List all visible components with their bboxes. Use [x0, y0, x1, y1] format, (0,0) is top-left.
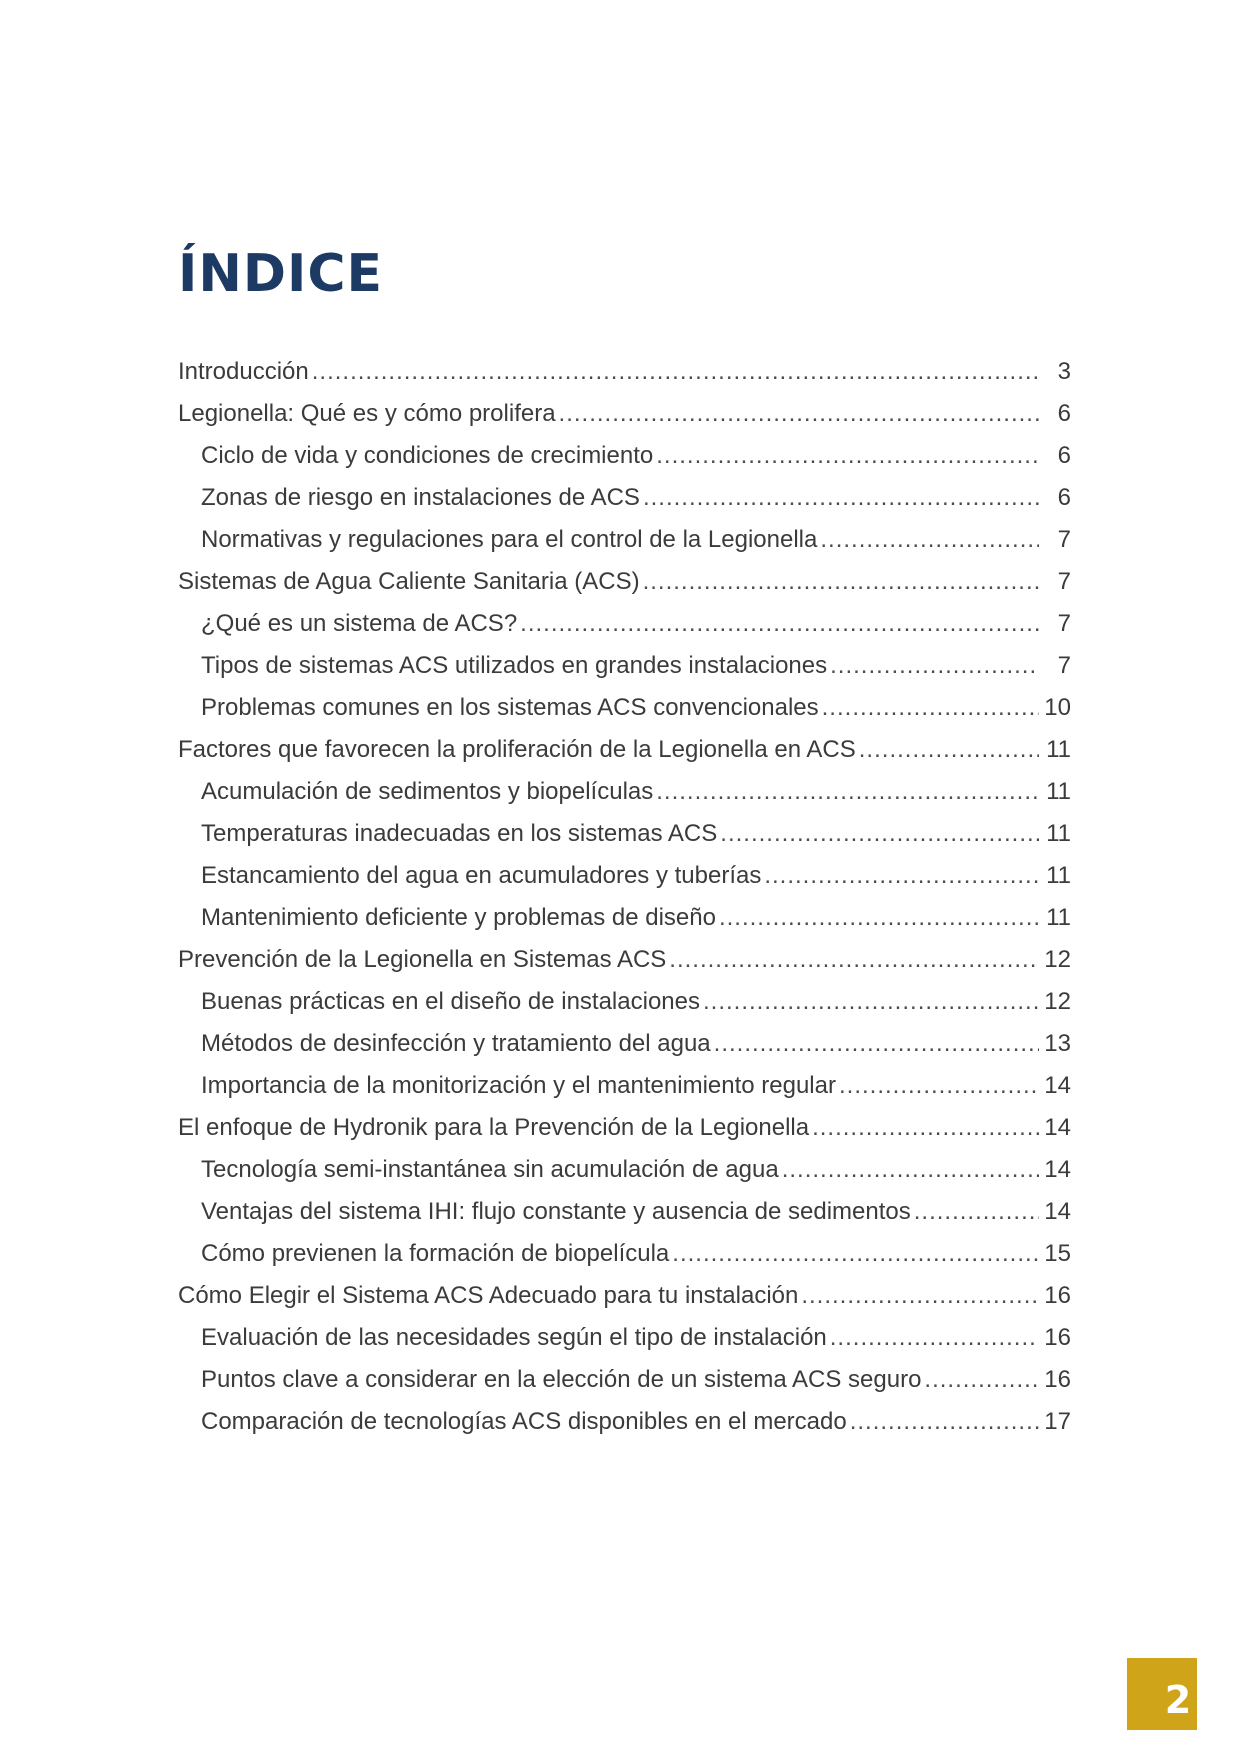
toc-dot-leader [830, 645, 1039, 687]
toc-dot-leader [859, 729, 1039, 771]
toc-subsection-entry[interactable] [178, 519, 1071, 561]
toc-dot-leader [714, 1023, 1039, 1065]
toc-entry-page: 7 [1057, 652, 1071, 679]
toc-entry-label: Problemas comunes en los sistemas ACS convencionales [201, 694, 819, 721]
toc-entry-page: 15 [1044, 1240, 1071, 1267]
toc-entry-page: 3 [1057, 358, 1071, 385]
toc-subsection-entry[interactable] [178, 603, 1071, 645]
toc-entry-page: 11 [1046, 820, 1071, 847]
toc-entry-page: 7 [1057, 568, 1071, 595]
toc-entry-page: 14 [1044, 1072, 1071, 1099]
toc-subsection-entry[interactable] [178, 981, 1071, 1023]
toc-dot-leader [924, 1359, 1039, 1401]
toc-entry-label: Evaluación de las necesidades según el tipo de instalación [201, 1324, 827, 1351]
toc-entry-label: Mantenimiento deficiente y problemas de diseño [201, 904, 716, 931]
toc-subsection-entry[interactable] [178, 645, 1071, 687]
toc-entry-page: 11 [1046, 904, 1071, 931]
toc-entry-label: Buenas prácticas en el diseño de instalaciones [201, 988, 700, 1015]
toc-dot-leader [719, 897, 1039, 939]
toc-entry-label: Zonas de riesgo en instalaciones de ACS [201, 484, 640, 511]
toc-entry-page: 17 [1044, 1408, 1071, 1435]
toc-dot-leader [643, 477, 1039, 519]
toc-subsection-entry[interactable] [178, 1317, 1071, 1359]
toc-section-entry[interactable] [178, 351, 1071, 393]
toc-entry-label: Cómo Elegir el Sistema ACS Adecuado para tu instalación [178, 1282, 799, 1309]
toc-dot-leader [822, 687, 1039, 729]
toc-entry-page: 14 [1044, 1114, 1071, 1141]
toc-subsection-entry[interactable] [178, 1023, 1071, 1065]
toc-entry-page: 6 [1057, 484, 1071, 511]
toc-entry-label: Ciclo de vida y condiciones de crecimiento [201, 442, 654, 469]
toc-dot-leader [801, 1275, 1039, 1317]
toc-entry-label: Acumulación de sedimentos y biopelículas [201, 778, 654, 805]
toc-section-entry[interactable] [178, 561, 1071, 603]
toc-dot-leader [782, 1149, 1039, 1191]
toc-dot-leader [914, 1191, 1039, 1233]
page-number-badge [1127, 1658, 1197, 1730]
toc-entry-label: Normativas y regulaciones para el control de la Legionella [201, 526, 818, 553]
toc-entry-page: 7 [1057, 526, 1071, 553]
toc-entry-label: Legionella: Qué es y cómo prolifera [178, 400, 556, 427]
toc-dot-leader [812, 1107, 1039, 1149]
toc-entry-label: Estancamiento del agua en acumuladores y tuberías [201, 862, 762, 889]
toc-dot-leader [656, 435, 1039, 477]
toc-subsection-entry[interactable] [178, 1359, 1071, 1401]
page-number: 2 [1164, 1678, 1192, 1722]
toc-entry-label: Temperaturas inadecuadas en los sistemas ACS [201, 820, 718, 847]
toc-entry-page: 12 [1044, 988, 1071, 1015]
toc-dot-leader [720, 813, 1039, 855]
toc-entry-label: Importancia de la monitorización y el mantenimiento regular [201, 1072, 836, 1099]
toc-entry-page: 16 [1044, 1324, 1071, 1351]
toc-dot-leader [312, 351, 1039, 393]
toc-entry-label: ¿Qué es un sistema de ACS? [201, 610, 518, 637]
toc-dot-leader [672, 1233, 1039, 1275]
toc-entry-label: Introducción [178, 358, 309, 385]
toc-entry-label: Métodos de desinfección y tratamiento del agua [201, 1030, 711, 1057]
toc-entry-page: 7 [1057, 610, 1071, 637]
toc-dot-leader [520, 603, 1039, 645]
toc-entry-page: 13 [1044, 1030, 1071, 1057]
toc-entry-label: Tecnología semi-instantánea sin acumulación de agua [201, 1156, 779, 1183]
toc-dot-leader [643, 561, 1039, 603]
toc-entry-label: Comparación de tecnologías ACS disponibles en el mercado [201, 1408, 847, 1435]
toc-entry-page: 10 [1044, 694, 1071, 721]
toc-entry-page: 6 [1057, 442, 1071, 469]
toc-dot-leader [764, 855, 1039, 897]
toc-entry-page: 12 [1044, 946, 1071, 973]
toc-entry-label: Cómo previenen la formación de biopelícula [201, 1240, 670, 1267]
toc-entry-label: Ventajas del sistema IHI: flujo constante y ausencia de sedimentos [201, 1198, 911, 1225]
toc-dot-leader [820, 519, 1039, 561]
toc-entry-page: 11 [1046, 736, 1071, 763]
toc-entry-label: Factores que favorecen la proliferación de la Legionella en ACS [178, 736, 856, 763]
toc-subsection-entry[interactable] [178, 687, 1071, 729]
toc-subsection-entry[interactable] [178, 1233, 1071, 1275]
toc-section-entry[interactable] [178, 393, 1071, 435]
toc-entry-page: 6 [1057, 400, 1071, 427]
toc-section-entry[interactable] [178, 1107, 1071, 1149]
toc-subsection-entry[interactable] [178, 1149, 1071, 1191]
toc-entry-label: Puntos clave a considerar en la elección de un sistema ACS seguro [201, 1366, 922, 1393]
toc-dot-leader [850, 1401, 1039, 1443]
toc-subsection-entry[interactable] [178, 897, 1071, 939]
toc-section-entry[interactable] [178, 1275, 1071, 1317]
toc-entry-page: 14 [1044, 1198, 1071, 1225]
toc-section-entry[interactable] [178, 939, 1071, 981]
toc-dot-leader [830, 1317, 1039, 1359]
toc-subsection-entry[interactable] [178, 435, 1071, 477]
toc-entry-page: 16 [1044, 1366, 1071, 1393]
toc-dot-leader [703, 981, 1039, 1023]
toc-dot-leader [669, 939, 1039, 981]
toc-subsection-entry[interactable] [178, 1065, 1071, 1107]
toc-entry-page: 11 [1046, 778, 1071, 805]
table-of-contents [178, 351, 1071, 1443]
toc-subsection-entry[interactable] [178, 477, 1071, 519]
toc-subsection-entry[interactable] [178, 1191, 1071, 1233]
toc-entry-page: 16 [1044, 1282, 1071, 1309]
toc-entry-label: Prevención de la Legionella en Sistemas ACS [178, 946, 667, 973]
toc-dot-leader [656, 771, 1039, 813]
toc-subsection-entry[interactable] [178, 1401, 1071, 1443]
page-title: ÍNDICE [178, 244, 384, 304]
toc-dot-leader [839, 1065, 1039, 1107]
toc-entry-page: 11 [1046, 862, 1071, 889]
toc-subsection-entry[interactable] [178, 855, 1071, 897]
toc-section-entry[interactable] [178, 729, 1071, 771]
toc-entry-label: El enfoque de Hydronik para la Prevención de la Legionella [178, 1114, 810, 1141]
toc-entry-label: Tipos de sistemas ACS utilizados en grandes instalaciones [201, 652, 828, 679]
toc-subsection-entry[interactable] [178, 813, 1071, 855]
toc-entry-label: Sistemas de Agua Caliente Sanitaria (ACS) [178, 568, 640, 595]
toc-subsection-entry[interactable] [178, 771, 1071, 813]
toc-entry-page: 14 [1044, 1156, 1071, 1183]
toc-dot-leader [559, 393, 1039, 435]
